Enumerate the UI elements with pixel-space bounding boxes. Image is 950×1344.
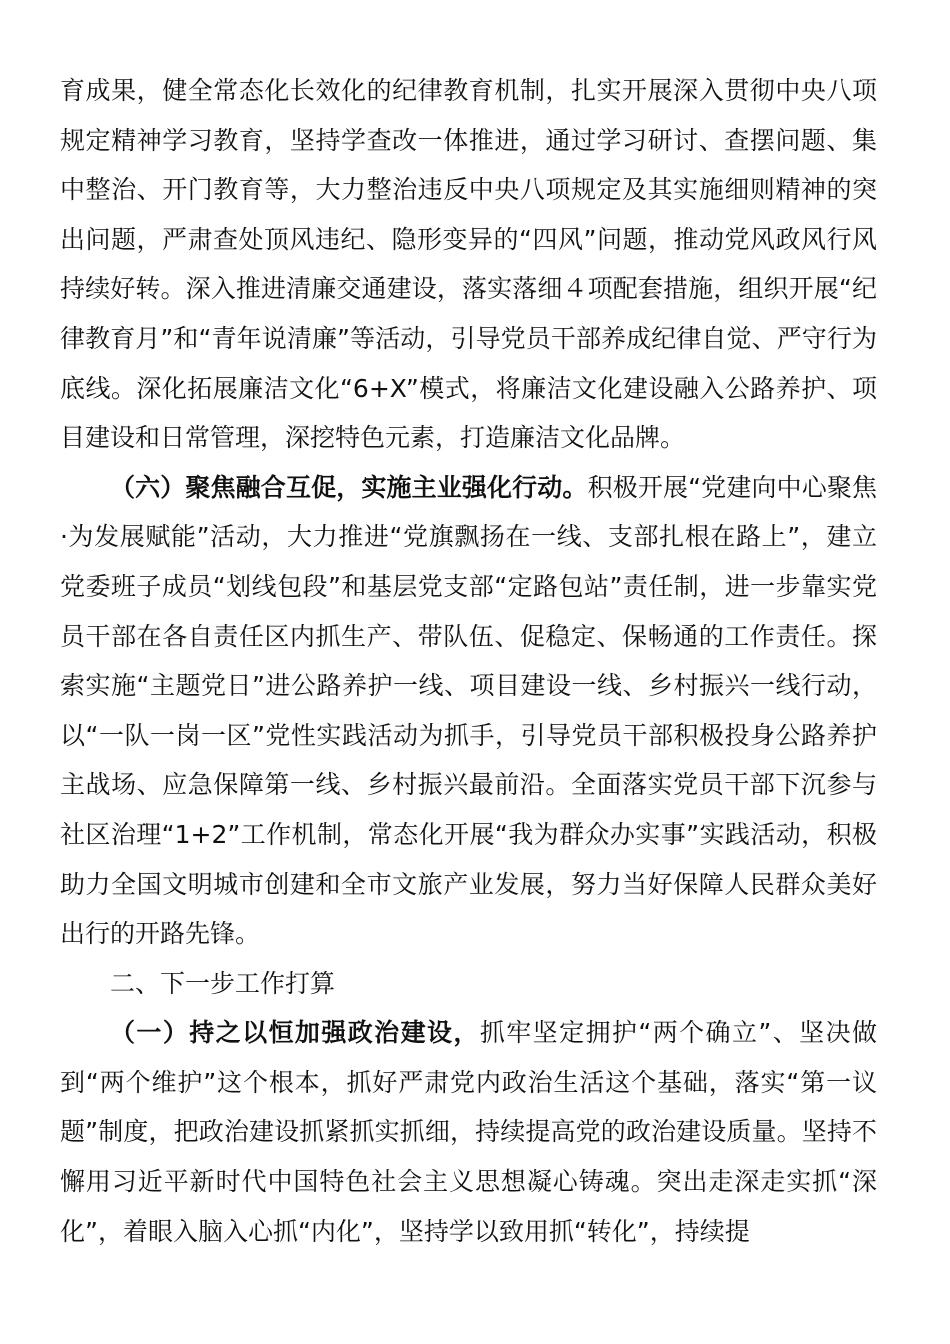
paragraph-action-six bbox=[60, 463, 877, 959]
section-heading: 二、下一步工作打算 bbox=[110, 968, 336, 998]
paragraph-political-building-body: 抓牢坚定拥护“两个确立”、坚决做到“两个维护”这个根本，抓好严肃党内政治生活这个基础，落实“第一议题”制度，把政治建设抓紧抓实抓细，持续提高党的政治建设质量。坚持不懈用习近平新时代中国特色社会主义思想凝心铸魂。突出走深走实抓“深化”，着眼入脑入心抓“内化”，坚持学以致用抓“转化”，持续提 bbox=[60, 1018, 877, 1246]
paragraph-continuation: 育成果，健全常态化长效化的纪律教育机制，扎实开展深入贯彻中央八项规定精神学习教育，坚持学查改一体推进，通过学习研讨、查摆问题、集中整治、开门教育等，大力整治违反中央八项规定及其实施细则精神的突出问题，严肃查处顶风违纪、隐形变异的“四风”问题，推动党风政风行风持续好转。深入推进清廉交通建设，落实落细４项配套措施，组织开展“纪律教育月”和“青年说清廉”等活动，引导党员干部养成纪律自觉、严守行为底线。深化拓展廉洁文化“6+X”模式，将廉洁文化建设融入公路养护、项目建设和日常管理，深挖特色元素，打造廉洁文化品牌。 bbox=[60, 76, 877, 453]
document-page bbox=[60, 66, 877, 1256]
paragraph-political-building bbox=[60, 1008, 877, 1256]
paragraph-action-six-title: （六）聚焦融合互促，实施主业强化行动。 bbox=[110, 472, 588, 502]
paragraph-action-six-body: 积极开展“党建向中心聚焦·为发展赋能”活动，大力推进“党旗飘扬在一线、支部扎根在路上”，建立党委班子成员“划线包段”和基层党支部“定路包站”责任制，进一步靠实党员干部在各自责任区内抓生产、带队伍、促稳定、保畅通的工作责任。探索实施“主题党日”进公路养护一线、项目建设一线、乡村振兴一线行动，以“一队一岗一区”党性实践活动为抓手，引导党员干部积极投身公路养护主战场、应急保障第一线、乡村振兴最前沿。全面落实党员干部下沉参与社区治理“1+2”工作机制，常态化开展“我为群众办实事”实践活动，积极助力全国文明城市创建和全市文旅产业发展，努力当好保障人民群众美好出行的开路先锋。 bbox=[60, 472, 877, 949]
paragraph-political-building-title: （一）持之以恒加强政治建设， bbox=[110, 1018, 480, 1048]
